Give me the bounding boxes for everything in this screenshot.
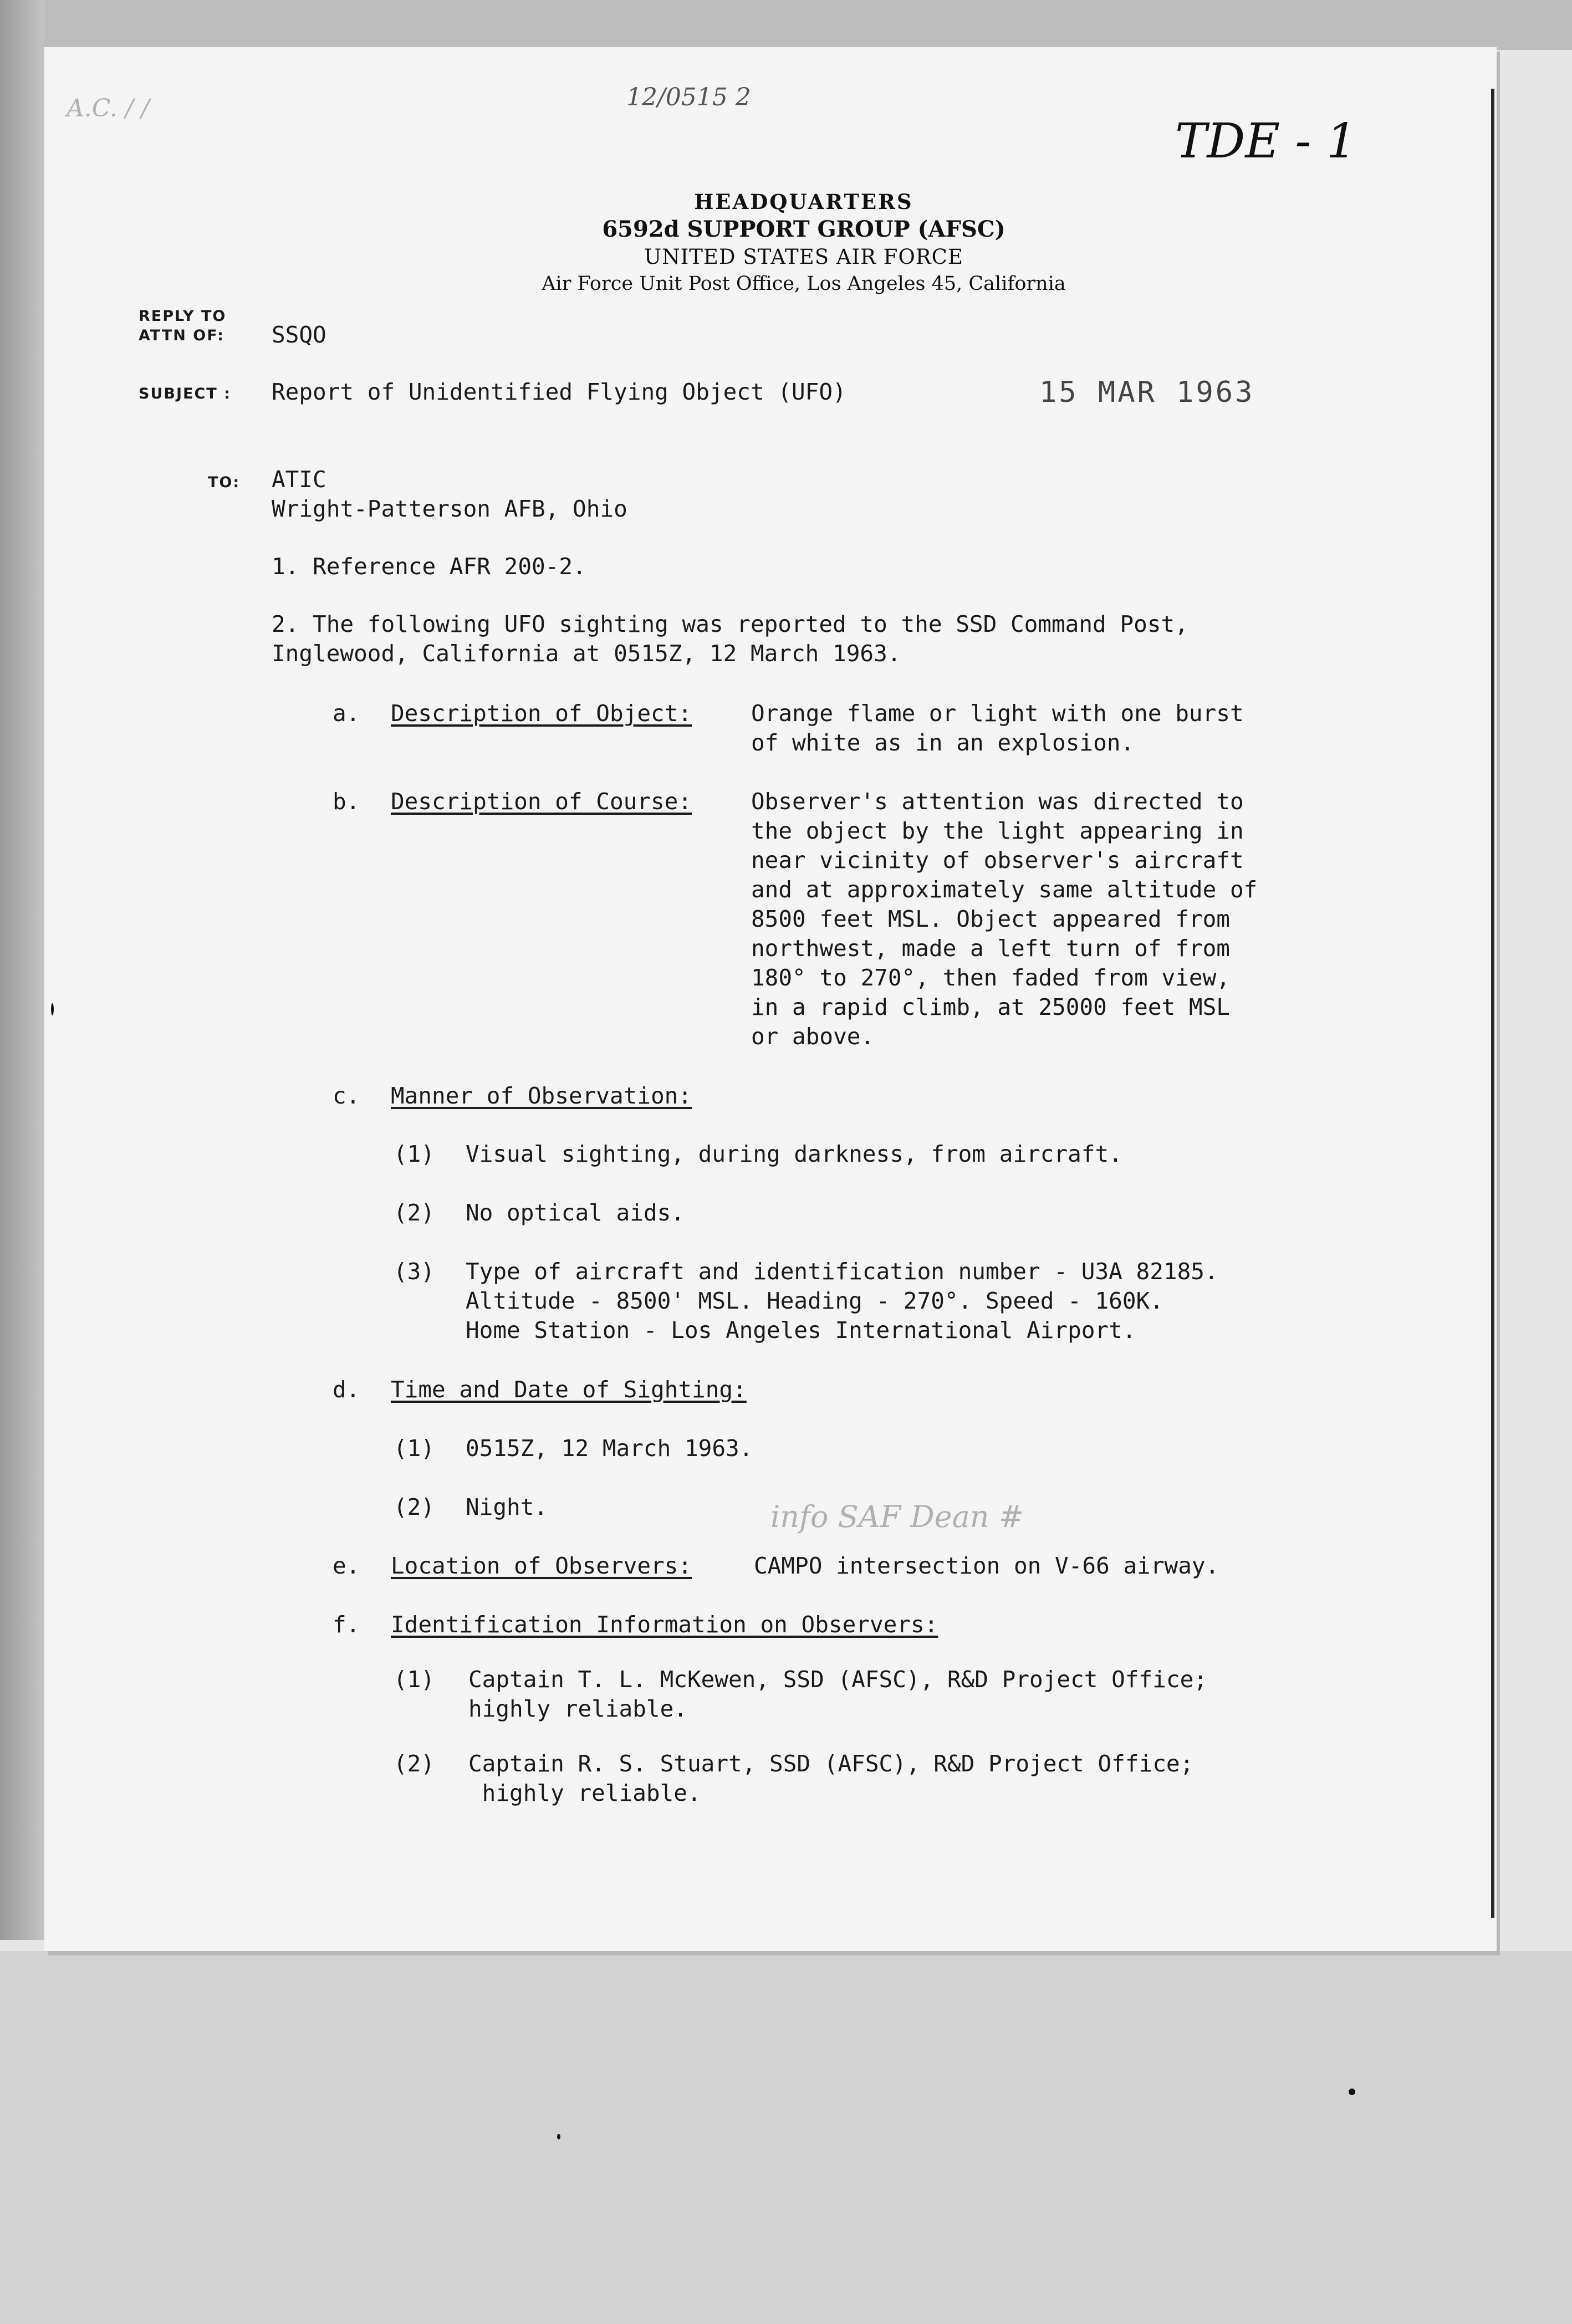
item-c-2-number: (2): [394, 1199, 435, 1226]
item-f-1-number: (1): [394, 1666, 435, 1693]
item-c-3-number: (3): [394, 1258, 435, 1285]
item-e-heading: Location of Observers:: [391, 1552, 692, 1579]
item-d-heading: Time and Date of Sighting:: [391, 1376, 747, 1403]
item-d-1-number: (1): [394, 1435, 435, 1462]
item-b-line: near vicinity of observer's aircraft: [751, 847, 1244, 874]
page-edge-line: [1491, 89, 1494, 1918]
letterhead: [488, 188, 1120, 297]
item-b-line: 180° to 270°, then faded from view,: [751, 964, 1230, 991]
item-f-heading: Identification Information on Observers:: [391, 1611, 938, 1638]
to-addressee: ATIC: [272, 466, 326, 493]
attn-of-label: ATTN OF:: [139, 327, 224, 344]
item-e-letter: e.: [333, 1552, 360, 1579]
paragraph-2-line-1: 2. The following UFO sighting was reported to the SSD Command Post,: [272, 611, 1188, 637]
scan-speck: [557, 2134, 560, 2139]
letterhead-title: HEADQUARTERS: [694, 190, 913, 214]
item-b-line: northwest, made a left turn of from: [751, 935, 1230, 962]
reply-to-value: SSQO: [272, 321, 326, 348]
item-b-line: the object by the light appearing in: [751, 818, 1244, 844]
item-f-2-line: Captain R. S. Stuart, SSD (AFSC), R&D Project Office;: [468, 1750, 1194, 1777]
item-c-3-line: Altitude - 8500' MSL. Heading - 270°. Speed - 160K.: [466, 1288, 1163, 1314]
item-c-2-text: No optical aids.: [466, 1199, 685, 1226]
paragraph-2-line-2: Inglewood, California at 0515Z, 12 March 1963.: [272, 640, 901, 667]
item-b-line: Observer's attention was directed to: [751, 788, 1244, 815]
item-c-1-text: Visual sighting, during darkness, from aircraft.: [466, 1141, 1122, 1167]
subject-label: SUBJECT :: [139, 385, 231, 402]
item-a-line: Orange flame or light with one burst: [751, 700, 1244, 727]
item-e-value: CAMPO intersection on V-66 airway.: [754, 1552, 1219, 1579]
item-b-line: 8500 feet MSL. Object appeared from: [751, 906, 1230, 932]
item-f-2-number: (2): [394, 1750, 435, 1777]
scan-border-left: [0, 0, 44, 1940]
date-received-stamp: 15 MAR 1963: [1039, 376, 1255, 409]
item-d-2-number: (2): [394, 1494, 435, 1520]
item-c-heading: Manner of Observation:: [391, 1082, 692, 1109]
scan-border-top: [0, 0, 1572, 50]
item-b-heading: Description of Course:: [391, 788, 692, 815]
item-f-letter: f.: [333, 1611, 360, 1638]
item-d-2-text: Night.: [466, 1494, 548, 1520]
paragraph-1: 1. Reference AFR 200-2.: [272, 553, 586, 580]
item-d-letter: d.: [333, 1376, 360, 1403]
item-d-1-text: 0515Z, 12 March 1963.: [466, 1435, 753, 1462]
subject-value: Report of Unidentified Flying Object (UFO): [272, 379, 846, 405]
item-b-line: and at approximately same altitude of: [751, 876, 1258, 903]
to-label: TO:: [208, 474, 241, 491]
scan-speck: [1349, 2088, 1355, 2095]
faint-scribble: A.C. / /: [67, 94, 150, 122]
item-f-1-line: Captain T. L. McKewen, SSD (AFSC), R&D Project Office;: [468, 1666, 1207, 1693]
reply-to-label: REPLY TO: [139, 308, 227, 325]
item-c-1-number: (1): [394, 1141, 435, 1167]
corner-code-handwritten: TDE - 1: [1175, 114, 1357, 169]
item-a-heading: Description of Object:: [391, 700, 692, 727]
letterhead-address: Air Force Unit Post Office, Los Angeles 45, California: [542, 273, 1066, 295]
item-b-line: in a rapid climb, at 25000 feet MSL: [751, 994, 1230, 1020]
faint-handwritten-note: info SAF Dean #: [770, 1499, 1024, 1534]
item-b-line: or above.: [751, 1023, 875, 1050]
item-a-line: of white as in an explosion.: [751, 729, 1135, 756]
item-c-3-line: Type of aircraft and identification number - U3A 82185.: [466, 1258, 1218, 1285]
to-address: Wright-Patterson AFB, Ohio: [272, 496, 627, 522]
item-f-2-line: highly reliable.: [468, 1780, 701, 1806]
item-b-letter: b.: [333, 788, 360, 815]
item-c-letter: c.: [333, 1082, 360, 1109]
letterhead-service: UNITED STATES AIR FORCE: [644, 245, 963, 269]
scan-border-bottom: [0, 1951, 1572, 2324]
item-a-letter: a.: [333, 700, 360, 727]
item-c-3-line: Home Station - Los Angeles International Airport.: [466, 1317, 1136, 1344]
scan-speck: [51, 1003, 54, 1015]
item-f-1-line: highly reliable.: [468, 1695, 687, 1722]
letterhead-unit: 6592d SUPPORT GROUP (AFSC): [602, 216, 1006, 242]
case-number-handwritten: 12/0515 2: [626, 83, 751, 111]
